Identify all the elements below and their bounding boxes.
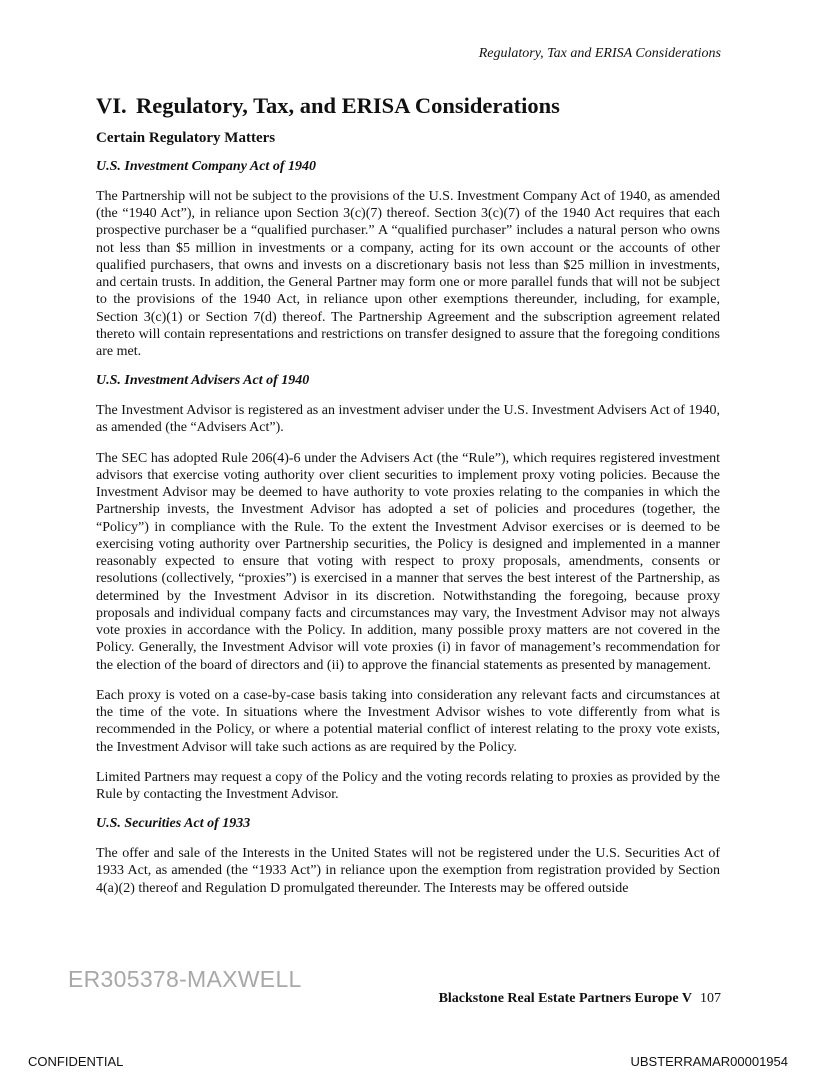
bates-stamp: ER305378-MAXWELL — [68, 966, 302, 992]
section-number: VI. — [96, 93, 127, 118]
iaa-paragraph-3: Each proxy is voted on a case-by-case basis taking into consideration any relevant facts and circumstances at the time of the vote. In situations where the Investment Advisor wishes to vote differently from what is recommended in the Policy, or where a potential material conflict of interest relating to the proxy vote exists, the Investment Advisor will take such actions as are required by the Policy. — [96, 687, 720, 755]
subsection-heading: Certain Regulatory Matters — [96, 130, 276, 146]
ica-heading: U.S. Investment Company Act of 1940 — [96, 159, 316, 174]
iaa-paragraph-4: Limited Partners may request a copy of the Policy and the voting records relating to proxies as provided by the Rule by contacting the Investment Advisor. — [96, 769, 720, 803]
page-footer — [439, 991, 721, 1007]
confidential-label: CONFIDENTIAL — [28, 1054, 124, 1069]
iaa-heading: U.S. Investment Advisers Act of 1940 — [96, 373, 310, 389]
document-body — [96, 92, 720, 910]
iaa-paragraph-2: The SEC has adopted Rule 206(4)-6 under the Advisers Act (the “Rule”), which requires registered investment advisors that exercise voting authority over client securities to implement proxy voting policies. Because the Investment Advisor may be deemed to have authority to vote proxies relating to the companies in which the Partnership invests, the Investment Advisor has adopted a set of policies and procedures (together, the “Policy”) in compliance with the Rule. To the extent the Investment Advisor exercises or is deemed to be exercising voting authority over Partnership securities, the Policy is designed and implemented in a manner reasonably expected to ensure that voting with respect to proxy proposals, amendments, consents or resolutions (collectively, “proxies”) is exercised in a manner that serves the best interest of the Partnership, as determined by the Investment Advisor in its discretion. Notwithstanding the foregoing, because proxy proposals and individual company facts and circumstances may vary, the Investment Advisor may not always vote proxies in accordance with the Policy. In addition, many possible proxy matters are not covered in the Policy. Generally, the Investment Advisor will vote proxies (i) in favor of management’s recommendation for the election of the board of directors and (ii) to approve the financial statements as presented by management. — [96, 450, 720, 673]
ica-paragraph: The Partnership will not be subject to the provisions of the U.S. Investment Company Act of 1940, as amended (the “1940 Act”), in reliance upon Section 3(c)(7) thereof. Section 3(c)(7) of the 1940 Act requires that each prospective purchaser be a “qualified purchaser.” A “qualified purchaser” includes a natural person who owns not less than $5 million in investments or a company, acting for its own account or the accounts of other qualified purchasers, that owns and invests on a discretionary basis not less than $25 million in investments, and certain trusts. In addition, the General Partner may form one or more parallel funds that will not be subject to the provisions of the 1940 Act, in reliance upon other exemptions thereunder, including, for example, Section 3(c)(1) or Section 7(d) thereof. The Partnership Agreement and the subscription agreement related thereto will contain representations and restrictions on transfer designed to assure that the foregoing conditions are met. — [96, 188, 720, 360]
section-title-text: Regulatory, Tax, and ERISA Considerations — [136, 93, 560, 118]
control-number: UBSTERRAMAR00001954 — [630, 1054, 788, 1069]
running-header: Regulatory, Tax and ERISA Considerations — [478, 46, 721, 61]
sa-heading: U.S. Securities Act of 1933 — [96, 816, 251, 832]
page-number: 107 — [700, 991, 721, 1006]
fund-name: Blackstone Real Estate Partners Europe V — [438, 991, 692, 1006]
iaa-paragraph-1: The Investment Advisor is registered as an investment adviser under the U.S. Investment Advisers Act of 1940, as amended (the “Advisers Act”). — [96, 403, 720, 436]
section-title — [96, 92, 720, 119]
sa-paragraph: The offer and sale of the Interests in the United States will not be registered under the U.S. Securities Act of 1933 Act, as amended (the “1933 Act”) in reliance upon the exemption from registration provided by Section 4(a)(2) thereof and Regulation D promulgated thereunder. The Interests may be offered outside — [96, 846, 720, 896]
